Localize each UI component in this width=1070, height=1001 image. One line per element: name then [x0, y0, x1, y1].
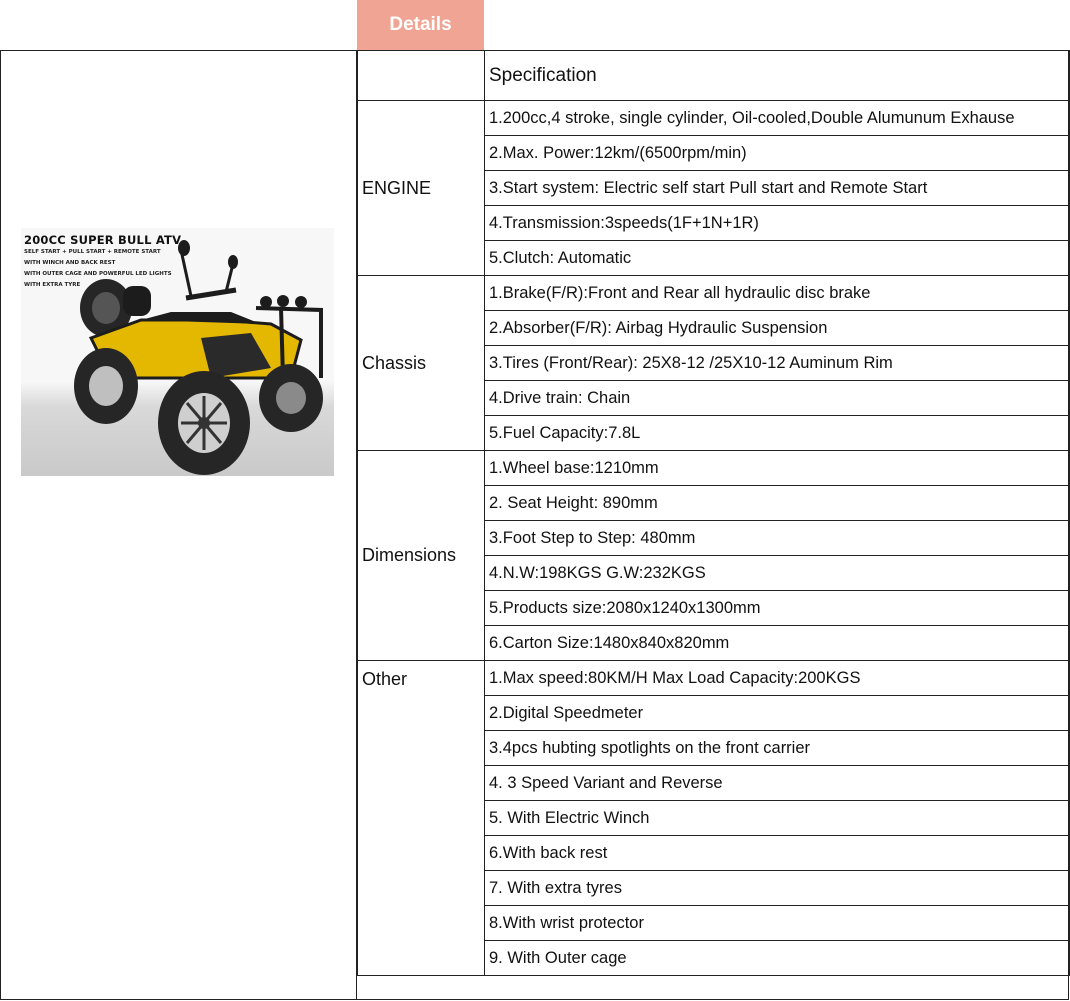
image-caption-line: SELF START + PULL START + REMOTE START [24, 249, 161, 255]
spec-cell: 1.200cc,4 stroke, single cylinder, Oil-cooled,Double Alumunum Exhause [485, 101, 1070, 136]
spec-cell: 3.Start system: Electric self start Pull start and Remote Start [485, 171, 1070, 206]
spec-cell: 8.With wrist protector [485, 906, 1070, 941]
category-engine: ENGINE [358, 101, 485, 276]
spec-cell: 3.4pcs hubting spotlights on the front carrier [485, 731, 1070, 766]
spec-cell: 4. 3 Speed Variant and Reverse [485, 766, 1070, 801]
spec-cell: 3.Tires (Front/Rear): 25X8-12 /25X10-12 Auminum Rim [485, 346, 1070, 381]
image-caption-line: WITH OUTER CAGE AND POWERFUL LED LIGHTS [24, 271, 172, 277]
table-frame [0, 50, 1069, 1000]
category-chassis: Chassis [358, 276, 485, 451]
spec-cell: 7. With extra tyres [485, 871, 1070, 906]
spec-cell: 2.Max. Power:12km/(6500rpm/min) [485, 136, 1070, 171]
spec-cell: 5. With Electric Winch [485, 801, 1070, 836]
category-dimensions: Dimensions [358, 451, 485, 661]
spec-cell: 4.Transmission:3speeds(1F+1N+1R) [485, 206, 1070, 241]
image-caption-title: 200CC SUPER BULL ATV [24, 233, 182, 247]
spec-cell: 1.Wheel base:1210mm [485, 451, 1070, 486]
spec-cell: 4.Drive train: Chain [485, 381, 1070, 416]
spec-cell: 6.Carton Size:1480x840x820mm [485, 626, 1070, 661]
spec-cell: 5.Clutch: Automatic [485, 241, 1070, 276]
spec-cell: 3.Foot Step to Step: 480mm [485, 521, 1070, 556]
image-caption-line: WITH WINCH AND BACK REST [24, 260, 116, 266]
tab-details[interactable]: Details [357, 0, 484, 50]
spec-cell: 2. Seat Height: 890mm [485, 486, 1070, 521]
spec-cell: 1.Brake(F/R):Front and Rear all hydraulic disc brake [485, 276, 1070, 311]
spec-cell: 2.Absorber(F/R): Airbag Hydraulic Suspension [485, 311, 1070, 346]
spec-cell: 2.Digital Speedmeter [485, 696, 1070, 731]
category-other: Other [358, 661, 485, 976]
spec-cell: 5.Fuel Capacity:7.8L [485, 416, 1070, 451]
spec-cell: 5.Products size:2080x1240x1300mm [485, 591, 1070, 626]
spec-cell: 4.N.W:198KGS G.W:232KGS [485, 556, 1070, 591]
image-caption-line: WITH EXTRA TYRE [24, 282, 81, 288]
spec-cell: 1.Max speed:80KM/H Max Load Capacity:200KGS [485, 661, 1070, 696]
specification-header: Specification [485, 51, 1070, 101]
spec-cell: 6.With back rest [485, 836, 1070, 871]
spec-cell: 9. With Outer cage [485, 941, 1070, 976]
